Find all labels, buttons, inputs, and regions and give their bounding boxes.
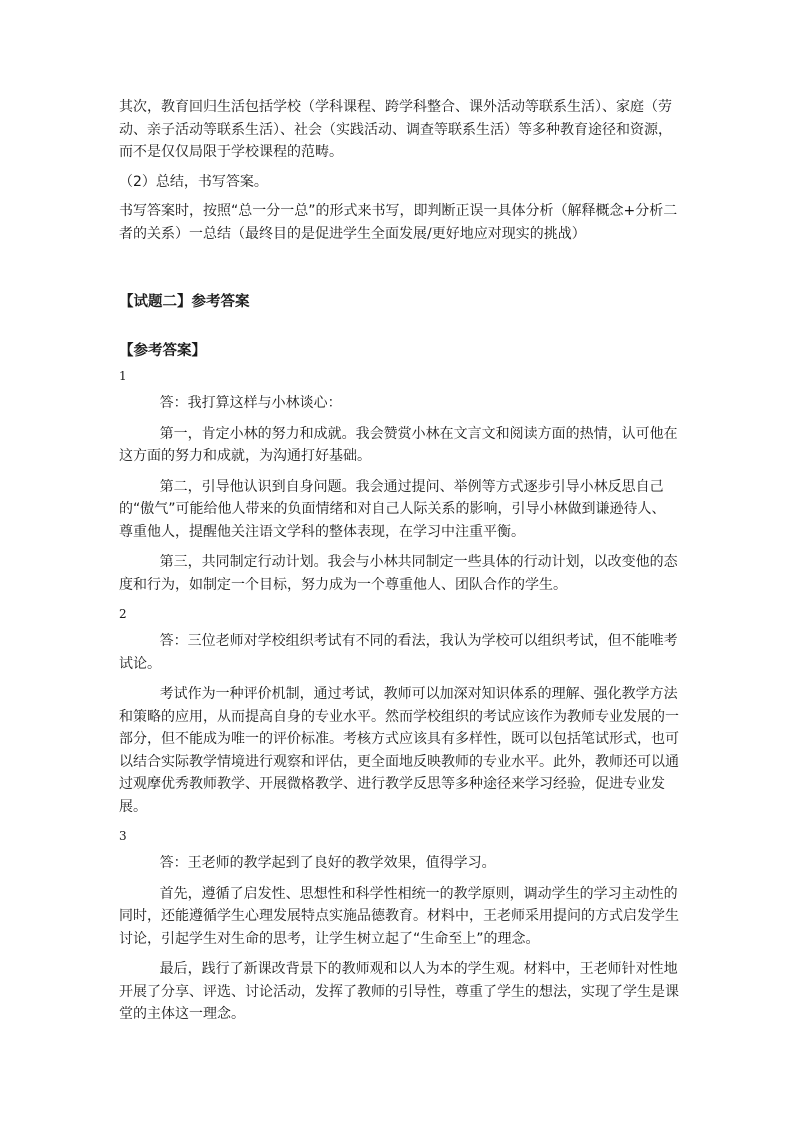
answer-paragraph: 第二，引导他认识到自身问题。我会通过提问、举例等方式逐步引导小林反思自己的“傲气”可能给他人带来的负面情绪和对自己人际关系的影响，引导小林做到谦逊待人、尊重他人，提醒他关注语文学科的整体表现，在学习中注重平衡。	[119, 478, 666, 540]
answer-paragraph: 考试作为一种评价机制，通过考试，教师可以加深对知识体系的理解、强化教学方法和策略的应用，从而提高自身的专业水平。然而学校组织的考试应该作为教师专业发展的一部分，但不能成为唯一的评价标准。考核方式应该具有多样性，既可以包括笔试形式，也可以结合实际教学情境进行观察和评估，更全面地反映教师的专业水平。此外，教师还可以通过观摩优秀教师教学、开展微格教学、进行教学反思等多种途径来学习经验，促进专业发展。	[119, 686, 679, 815]
intro-paragraph-3: 书写答案时，按照“总一分一总”的形式来书写，即判断正误一具体分析（解释概念+分析二者的关系）一总结（最终目的是促进学生全面发展/更好地应对现实的挑战）	[119, 203, 678, 242]
answer-paragraph: 答：王老师的教学起到了良好的教学效果，值得学习。	[159, 855, 496, 871]
question-number: 1	[119, 369, 127, 383]
answer-paragraph: 第一，肯定小林的努力和成就。我会赞赏小林在文言文和阅读方面的热情，认可他在这方面的努力和成就，为沟通打好基础。	[119, 425, 678, 464]
answer-paragraph: 答：三位老师对学校组织考试有不同的看法，我认为学校可以组织考试，但不能唯考试论。	[119, 633, 678, 672]
answer-paragraph: 最后，践行了新课改背景下的教师观和以人为本的学生观。材料中，王老师针对性地开展了分享、评选、讨论活动，发挥了教师的引导性，尊重了学生的想法，实现了学生是课堂的主体这一理念。	[119, 961, 679, 1022]
answer-heading: 【参考答案】	[119, 342, 206, 359]
question-3	[119, 826, 679, 1026]
intro-paragraph-2: （2）总结，书写答案。	[119, 173, 268, 190]
intro-paragraph-1: 其次，教育回归生活包括学校（学科课程、跨学科整合、课外活动等联系生活）、家庭（劳动、亲子活动等联系生活）、社会（实践活动、调查等联系生活）等多种教育途径和资源，而不是仅仅局限于学校课程的范畴。	[119, 99, 672, 160]
document-page	[119, 96, 679, 1034]
answer-paragraph: 答：我打算这样与小林谈心：	[159, 395, 342, 411]
section-title: 【试题二】参考答案	[119, 294, 250, 310]
question-number: 2	[119, 607, 127, 621]
question-2	[119, 604, 679, 818]
answer-paragraph: 首先，遵循了启发性、思想性和科学性相统一的教学原则，调动学生的学习主动性的同时，还能遵循学生心理发展特点实施品德教育。材料中，王老师采用提问的方式启发学生讨论，引起学生对生命的思考，让学生树立起了“生命至上”的理念。	[119, 885, 679, 947]
answer-paragraph: 第三，共同制定行动计划。我会与小林共同制定一些具体的行动计划，以改变他的态度和行为，如制定一个目标，努力成为一个尊重他人、团队合作的学生。	[119, 554, 678, 593]
question-number: 3	[119, 829, 127, 843]
question-1	[119, 366, 679, 596]
